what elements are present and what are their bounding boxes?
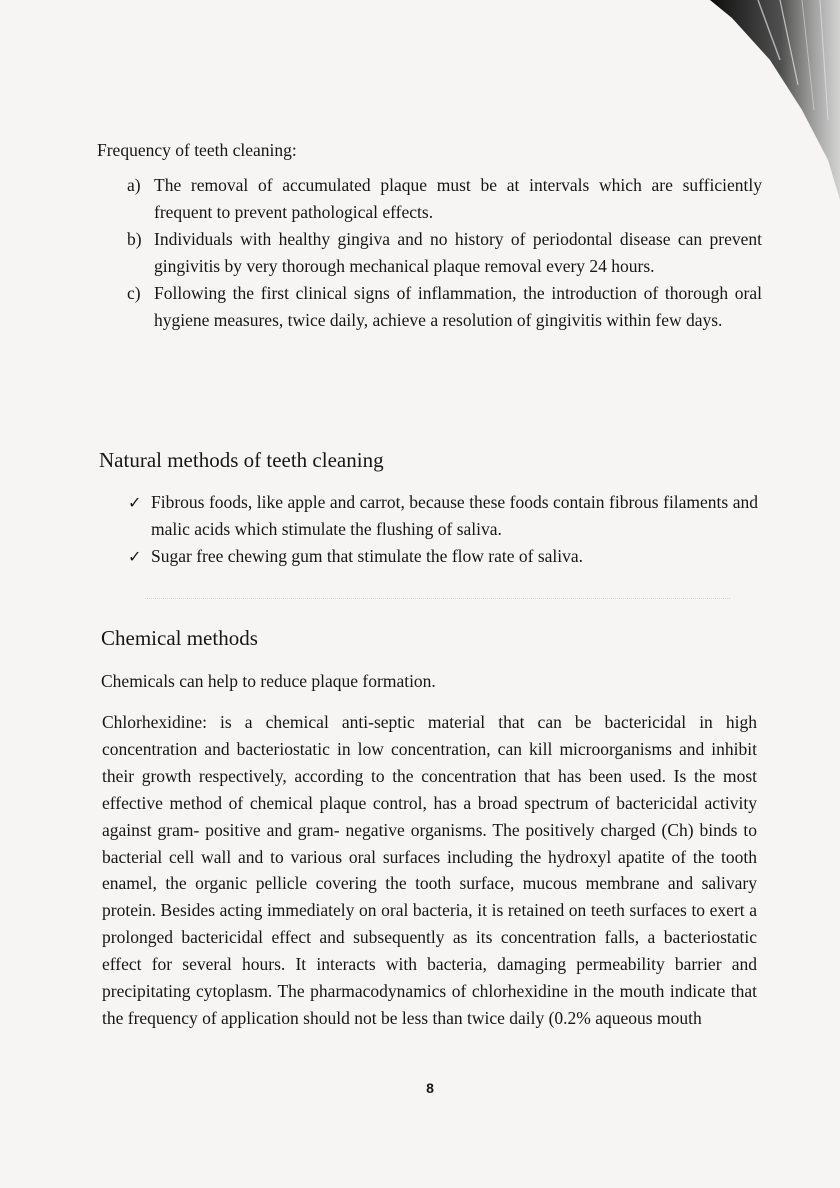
frequency-list: [127, 172, 762, 334]
list-marker: c): [127, 283, 141, 303]
frequency-item-text: Following the first clinical signs of inflammation, the introduction of thorough oral hygiene measures, twice daily, achieve a resolution of gingivitis within few days.: [154, 283, 762, 330]
frequency-item-text: Individuals with healthy gingiva and no history of periodontal disease can prevent gingivitis by very thorough mechanical plaque removal every 24 hours.: [154, 229, 762, 276]
chlorhexidine-paragraph: Chlorhexidine: is a chemical anti-septic material that can be bactericidal in high concentration and bacteriostatic in low concentration, can kill microorganisms and inhibit their growth respectively, according to the concentration that has been used. Is the most effective method of chemical plaque control, has a broad spectrum of bactericidal activity against gram- positive and gram- negative organisms. The positively charged (Ch) binds to bacterial cell wall and to various oral surfaces including the hydroxyl apatite of the tooth enamel, the organic pellicle covering the tooth surface, mucous membrane and salivary protein. Besides acting immediately on oral bacteria, it is retained on teeth surfaces to exert a prolonged bactericidal effect and subsequently as its concentration falls, a bacteriostatic effect for several hours. It interacts with bacteria, damaging permeability barrier and precipitating cytoplasm. The pharmacodynamics of chlorhexidine in the mouth indicate that the frequency of application should not be less than twice daily (0.2% aqueous mouth: [102, 712, 757, 1028]
list-marker: b): [127, 229, 142, 249]
frequency-item-text: The removal of accumulated plaque must be at intervals which are sufficiently frequent to prevent pathological effects.: [154, 175, 762, 222]
list-item: [128, 543, 758, 570]
list-item-text: Fibrous foods, like apple and carrot, because these foods contain fibrous filaments and malic acids which stimulate the flushing of saliva.: [151, 492, 758, 539]
page-number: 8: [426, 1080, 434, 1096]
checkmark-icon: ✓: [128, 547, 142, 566]
scan-artifact-divider: [145, 598, 730, 599]
natural-methods-list: [128, 489, 758, 570]
chemical-intro: Chemicals can help to reduce plaque formation.: [101, 671, 436, 691]
frequency-item: [127, 226, 762, 280]
page-corner-shadow: [710, 0, 840, 200]
list-marker: a): [127, 175, 141, 195]
chemical-methods-heading: Chemical methods: [101, 626, 258, 650]
checkmark-icon: ✓: [128, 493, 142, 512]
frequency-item: [127, 172, 762, 226]
natural-methods-heading: Natural methods of teeth cleaning: [99, 448, 384, 472]
list-item-text: Sugar free chewing gum that stimulate the flow rate of saliva.: [151, 546, 584, 566]
list-item: [128, 489, 758, 543]
frequency-item: [127, 280, 762, 334]
frequency-heading: Frequency of teeth cleaning:: [97, 140, 297, 160]
